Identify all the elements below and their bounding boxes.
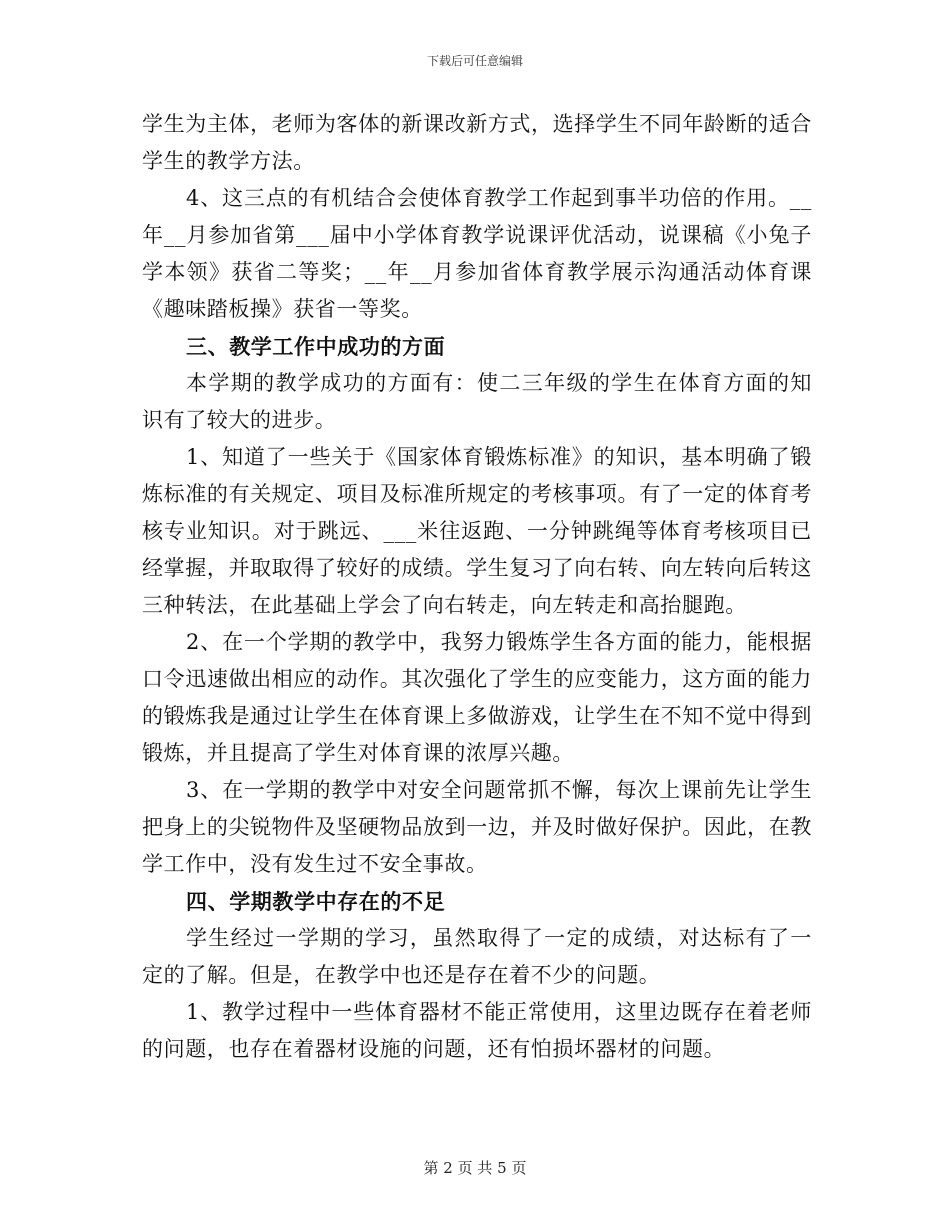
page-header: 下载后可任意编辑 [426,54,523,68]
section-heading-4: 四、学期教学中存在的不足 [186,889,446,914]
paragraph-success-1: 1、知道了一些关于《国家体育锻炼标准》的知识，基本明确了锻炼标准的有关规定、项目及标准所规定的考核事项。有了一定的体育考核专业知识。对于跳远、___米往返跑、一分钟跳绳等体育考核项目已经掌握，并取取得了较好的成绩。学生复习了向右转、向左转向后转这三种转法，在此基础上学会了向右转走，向左转走和高抬腿跑。 [142,445,812,617]
paragraph-shortcomings-1: 1、教学过程中一些体育器材不能正常使用，这里边既存在着老师的问题，也存在着器材设施的问题，还有怕损坏器材的问题。 [142,1000,812,1061]
page-body [142,106,812,1068]
paragraph-shortcomings-intro: 学生经过一学期的学习，虽然取得了一定的成绩，对达标有了一定的了解。但是，在教学中也还是存在着不少的问题。 [142,926,812,987]
paragraph-success-intro: 本学期的教学成功的方面有：使二三年级的学生在体育方面的知识有了较大的进步。 [142,371,812,432]
page-number: 第 2 页 共 5 页 [423,1159,527,1177]
section-heading-3: 三、教学工作中成功的方面 [186,334,446,359]
paragraph-continuation: 学生为主体，老师为客体的新课改新方式，选择学生不同年龄断的适合学生的教学方法。 [142,112,812,173]
paragraph-success-3: 3、在一学期的教学中对安全问题常抓不懈，每次上课前先让学生把身上的尖锐物件及坚硬物品放到一边，并及时做好保护。因此，在教学工作中，没有发生过不安全事故。 [142,778,812,876]
paragraph-success-2: 2、在一个学期的教学中，我努力锻炼学生各方面的能力，能根据口令迅速做出相应的动作。其次强化了学生的应变能力，这方面的能力的锻炼我是通过让学生在体育课上多做游戏，让学生在不知不觉中得到锻炼，并且提高了学生对体育课的浓厚兴趣。 [142,630,812,765]
paragraph-item-4: 4、这三点的有机结合会使体育教学工作起到事半功倍的作用。__年__月参加省第___届中小学体育教学说课评优活动，说课稿《小兔子学本领》获省二等奖；__年__月参加省体育教学展示沟通活动体育课《趣味踏板操》获省一等奖。 [142,186,812,321]
